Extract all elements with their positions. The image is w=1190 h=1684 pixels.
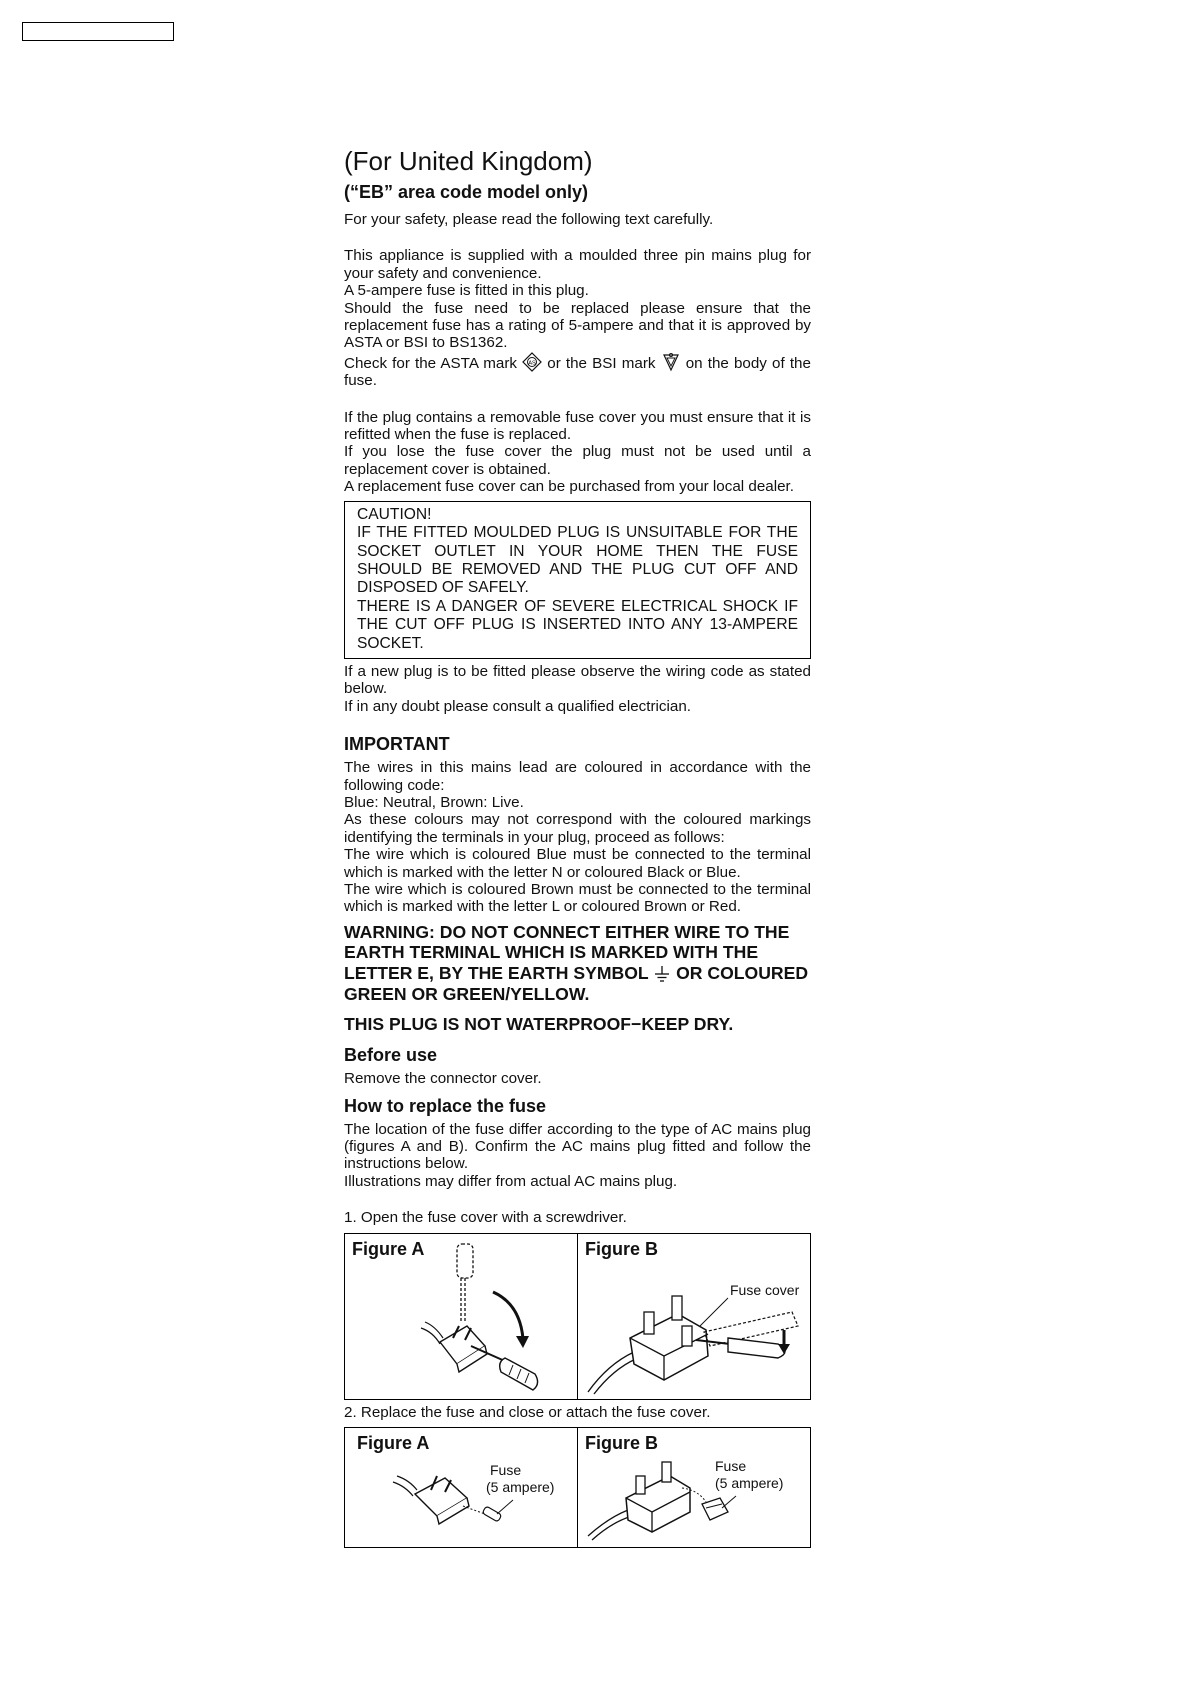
figure-a-label: Figure A: [352, 1238, 425, 1259]
warning-text-before: WARNING: DO NOT CONNECT EITHER WIRE TO THE EARTH TERMINAL WHICH IS MARKED WITH THE LETTER E, BY THE EARTH SYMBOL: [344, 921, 790, 983]
important-heading: IMPORTANT: [344, 734, 450, 755]
fuse-caption-b-line2: (5 ampere): [715, 1475, 784, 1492]
paragraph: If you lose the fuse cover the plug must not be used until a replacement cover is obtained.: [344, 443, 811, 478]
header-box: [22, 22, 174, 41]
fuse-caption-a-line2: (5 ampere): [486, 1479, 555, 1496]
caution-heading: CAUTION!: [357, 505, 432, 523]
paragraph: This appliance is supplied with a moulded three pin mains plug for your safety and convenience.: [344, 247, 811, 282]
check-mark-text-middle: or the BSI mark: [547, 354, 656, 372]
important-line: The wires in this mains lead are coloured in accordance with the following code:: [344, 759, 811, 794]
fuse-caption-b-line1: Fuse: [715, 1458, 747, 1475]
important-line: As these colours may not correspond with the coloured markings identifying the terminals in your plug, proceed as follows:: [344, 811, 811, 846]
svg-text:AS: AS: [528, 360, 536, 367]
document-column: [344, 146, 811, 1552]
paragraph: If in any doubt please consult a qualified electrician.: [344, 697, 691, 715]
intro-text: For your safety, please read the following text carefully.: [344, 211, 714, 228]
figure-row-open-cover: [344, 1233, 811, 1400]
figure-b-label: Figure B: [585, 1433, 659, 1454]
page-subtitle: (“EB” area code model only): [344, 182, 589, 202]
check-mark-text-after: on the body of the fuse.: [344, 354, 811, 390]
important-line: The wire which is coloured Blue must be connected to the terminal which is marked with the letter N or coloured Black or Blue.: [344, 846, 811, 881]
warning-text-after: OR COLOURED GREEN OR GREEN/YELLOW.: [344, 963, 809, 1004]
before-use-heading: Before use: [344, 1045, 438, 1066]
figure-a-label: Figure A: [357, 1433, 430, 1454]
caution-line: THERE IS A DANGER OF SEVERE ELECTRICAL SHOCK IF THE CUT OFF PLUG IS INSERTED INTO ANY 13-AMPERE SOCKET.: [357, 597, 798, 652]
paragraph: If the plug contains a removable fuse cover you must ensure that it is refitted when the fuse is replaced.: [344, 408, 811, 444]
step-2-text: 2. Replace the fuse and close or attach the fuse cover.: [344, 1403, 711, 1421]
replace-fuse-line: The location of the fuse differ according to the type of AC mains plug (figures A and B). Confirm the AC mains plug fitted and follow the instructions below.: [344, 1120, 811, 1173]
replace-fuse-heading: How to replace the fuse: [344, 1095, 547, 1116]
paragraph: Should the fuse need to be replaced please ensure that the replacement fuse has a rating of 5-ampere and that it is approved by ASTA or BSI to BS1362.: [344, 299, 811, 352]
step-1-text: 1. Open the fuse cover with a screwdriver.: [344, 1209, 627, 1227]
page-title: (For United Kingdom): [344, 146, 593, 176]
figure-b-open: [577, 1234, 810, 1399]
before-use-text: Remove the connector cover.: [344, 1070, 542, 1088]
caution-line: IF THE FITTED MOULDED PLUG IS UNSUITABLE FOR THE SOCKET OUTLET IN YOUR HOME THEN THE FUSE SHOULD BE REMOVED AND THE PLUG CUT OFF AND DISPOSED OF SAFELY.: [357, 524, 798, 597]
paragraph: A 5-ampere fuse is fitted in this plug.: [344, 282, 589, 300]
bsi-kitemark-icon: [661, 352, 681, 372]
fuse-cover-caption: Fuse cover: [730, 1281, 800, 1298]
important-line: The wire which is coloured Brown must be connected to the terminal which is marked with the letter L or coloured Brown or Red.: [344, 881, 811, 916]
check-mark-text-before: Check for the ASTA mark: [344, 354, 517, 372]
caution-box: [344, 501, 811, 659]
important-line: Blue: Neutral, Brown: Live.: [344, 793, 524, 811]
paragraph: A replacement fuse cover can be purchased from your local dealer.: [344, 478, 794, 496]
replace-fuse-line: Illustrations may differ from actual AC mains plug.: [344, 1172, 678, 1190]
figure-a-open: [345, 1234, 577, 1399]
figure-row-replace-fuse: [344, 1427, 811, 1548]
figure-b-label: Figure B: [585, 1238, 659, 1259]
warning-text: [344, 922, 811, 1004]
figure-b-replace: [577, 1428, 810, 1547]
figure-a-replace: [345, 1428, 577, 1547]
check-mark-paragraph: [344, 352, 811, 390]
earth-symbol-icon: [653, 965, 671, 983]
asta-mark-icon: [522, 352, 542, 372]
paragraph: If a new plug is to be fitted please observe the wiring code as stated below.: [344, 662, 811, 698]
waterproof-warning: THIS PLUG IS NOT WATERPROOF−KEEP DRY.: [344, 1014, 734, 1035]
fuse-caption-a-line1: Fuse: [490, 1462, 522, 1479]
